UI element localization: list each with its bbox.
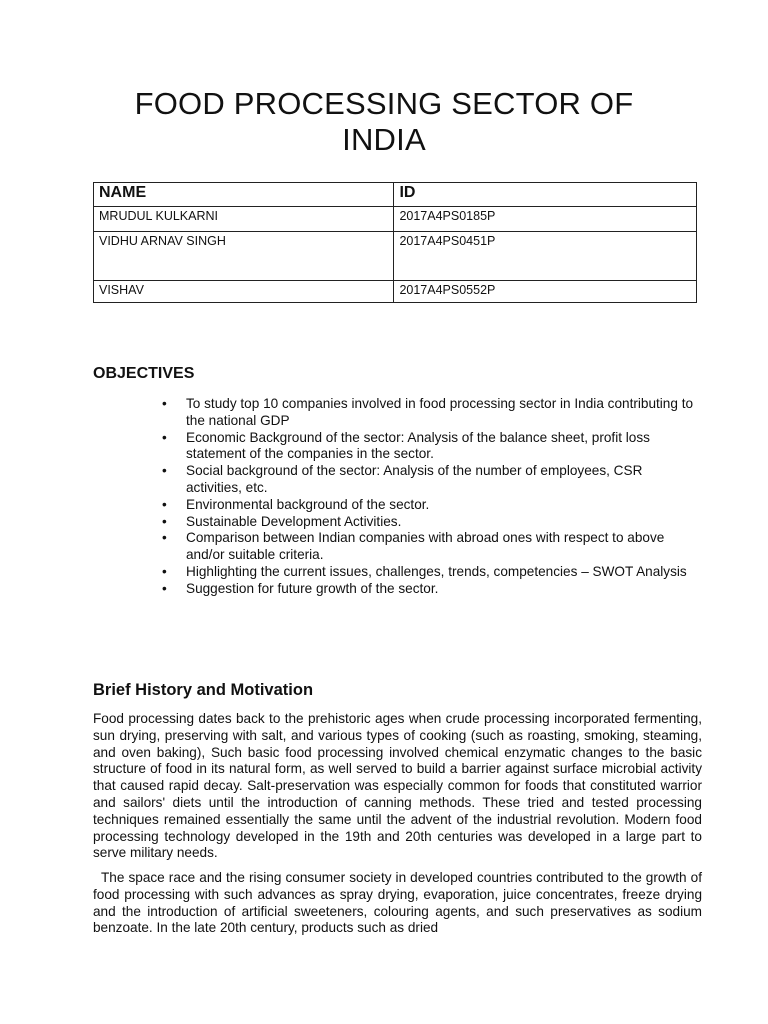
title-line-2: INDIA bbox=[342, 122, 426, 157]
member-id: 2017A4PS0185P bbox=[394, 207, 697, 232]
column-header-name: NAME bbox=[94, 183, 394, 207]
table-row bbox=[94, 207, 697, 232]
title-line-1: FOOD PROCESSING SECTOR OF bbox=[134, 86, 634, 121]
members-table bbox=[93, 182, 697, 303]
list-item: • Suggestion for future growth of the sector. bbox=[162, 581, 702, 598]
list-item: • Environmental background of the sector. bbox=[162, 497, 702, 514]
list-item: • Comparison between Indian companies with abroad ones with respect to above and/or suitable criteria. bbox=[162, 530, 702, 564]
column-header-id: ID bbox=[394, 183, 697, 207]
table-header-row bbox=[94, 183, 697, 207]
table-row bbox=[94, 232, 697, 281]
list-item: • To study top 10 companies involved in food processing sector in India contributing to the national GDP bbox=[162, 396, 702, 430]
member-id: 2017A4PS0451P bbox=[394, 232, 697, 281]
list-item: • Highlighting the current issues, challenges, trends, competencies – SWOT Analysis bbox=[162, 564, 702, 581]
list-item: • Social background of the sector: Analysis of the number of employees, CSR activities, etc. bbox=[162, 463, 702, 497]
document-title bbox=[0, 86, 768, 158]
history-heading: Brief History and Motivation bbox=[93, 681, 314, 699]
member-id: 2017A4PS0552P bbox=[394, 281, 697, 303]
objectives-heading: OBJECTIVES bbox=[93, 365, 195, 382]
history-paragraph-2-text: The space race and the rising consumer society in developed countries contributed to the growth of food processing with such advances as spray drying, evaporation, juice concentrates, freeze drying and the introduction of artificial sweeteners, colouring agents, and such preservatives as sodium benzoate. In the late 20th century, products such as dried bbox=[93, 870, 702, 936]
list-item: • Sustainable Development Activities. bbox=[162, 514, 702, 531]
history-paragraph-2 bbox=[93, 870, 702, 937]
history-paragraph-1: Food processing dates back to the prehistoric ages when crude processing incorporated fermenting, sun drying, preserving with salt, and various types of cooking (such as roasting, smoking, steaming, and oven baking), Such basic food processing involved chemical enzymatic changes to the basic structure of food in its natural form, as well served to build a barrier against surface microbial activity that caused rapid decay. Salt-preservation was especially common for foods that constituted warrior and sailors' diets until the introduction of canning methods. These tried and tested processing techniques remained essentially the same until the advent of the industrial revolution. Modern food processing technology developed in the 19th and 20th centuries was developed in a large part to serve military needs. bbox=[93, 711, 702, 861]
table-row bbox=[94, 281, 697, 303]
list-item: • Economic Background of the sector: Analysis of the balance sheet, profit loss statement of the companies in the sector. bbox=[162, 430, 702, 464]
member-name: MRUDUL KULKARNI bbox=[94, 207, 394, 232]
objectives-list bbox=[162, 396, 702, 598]
member-name: VISHAV bbox=[94, 281, 394, 303]
member-name: VIDHU ARNAV SINGH bbox=[94, 232, 394, 281]
